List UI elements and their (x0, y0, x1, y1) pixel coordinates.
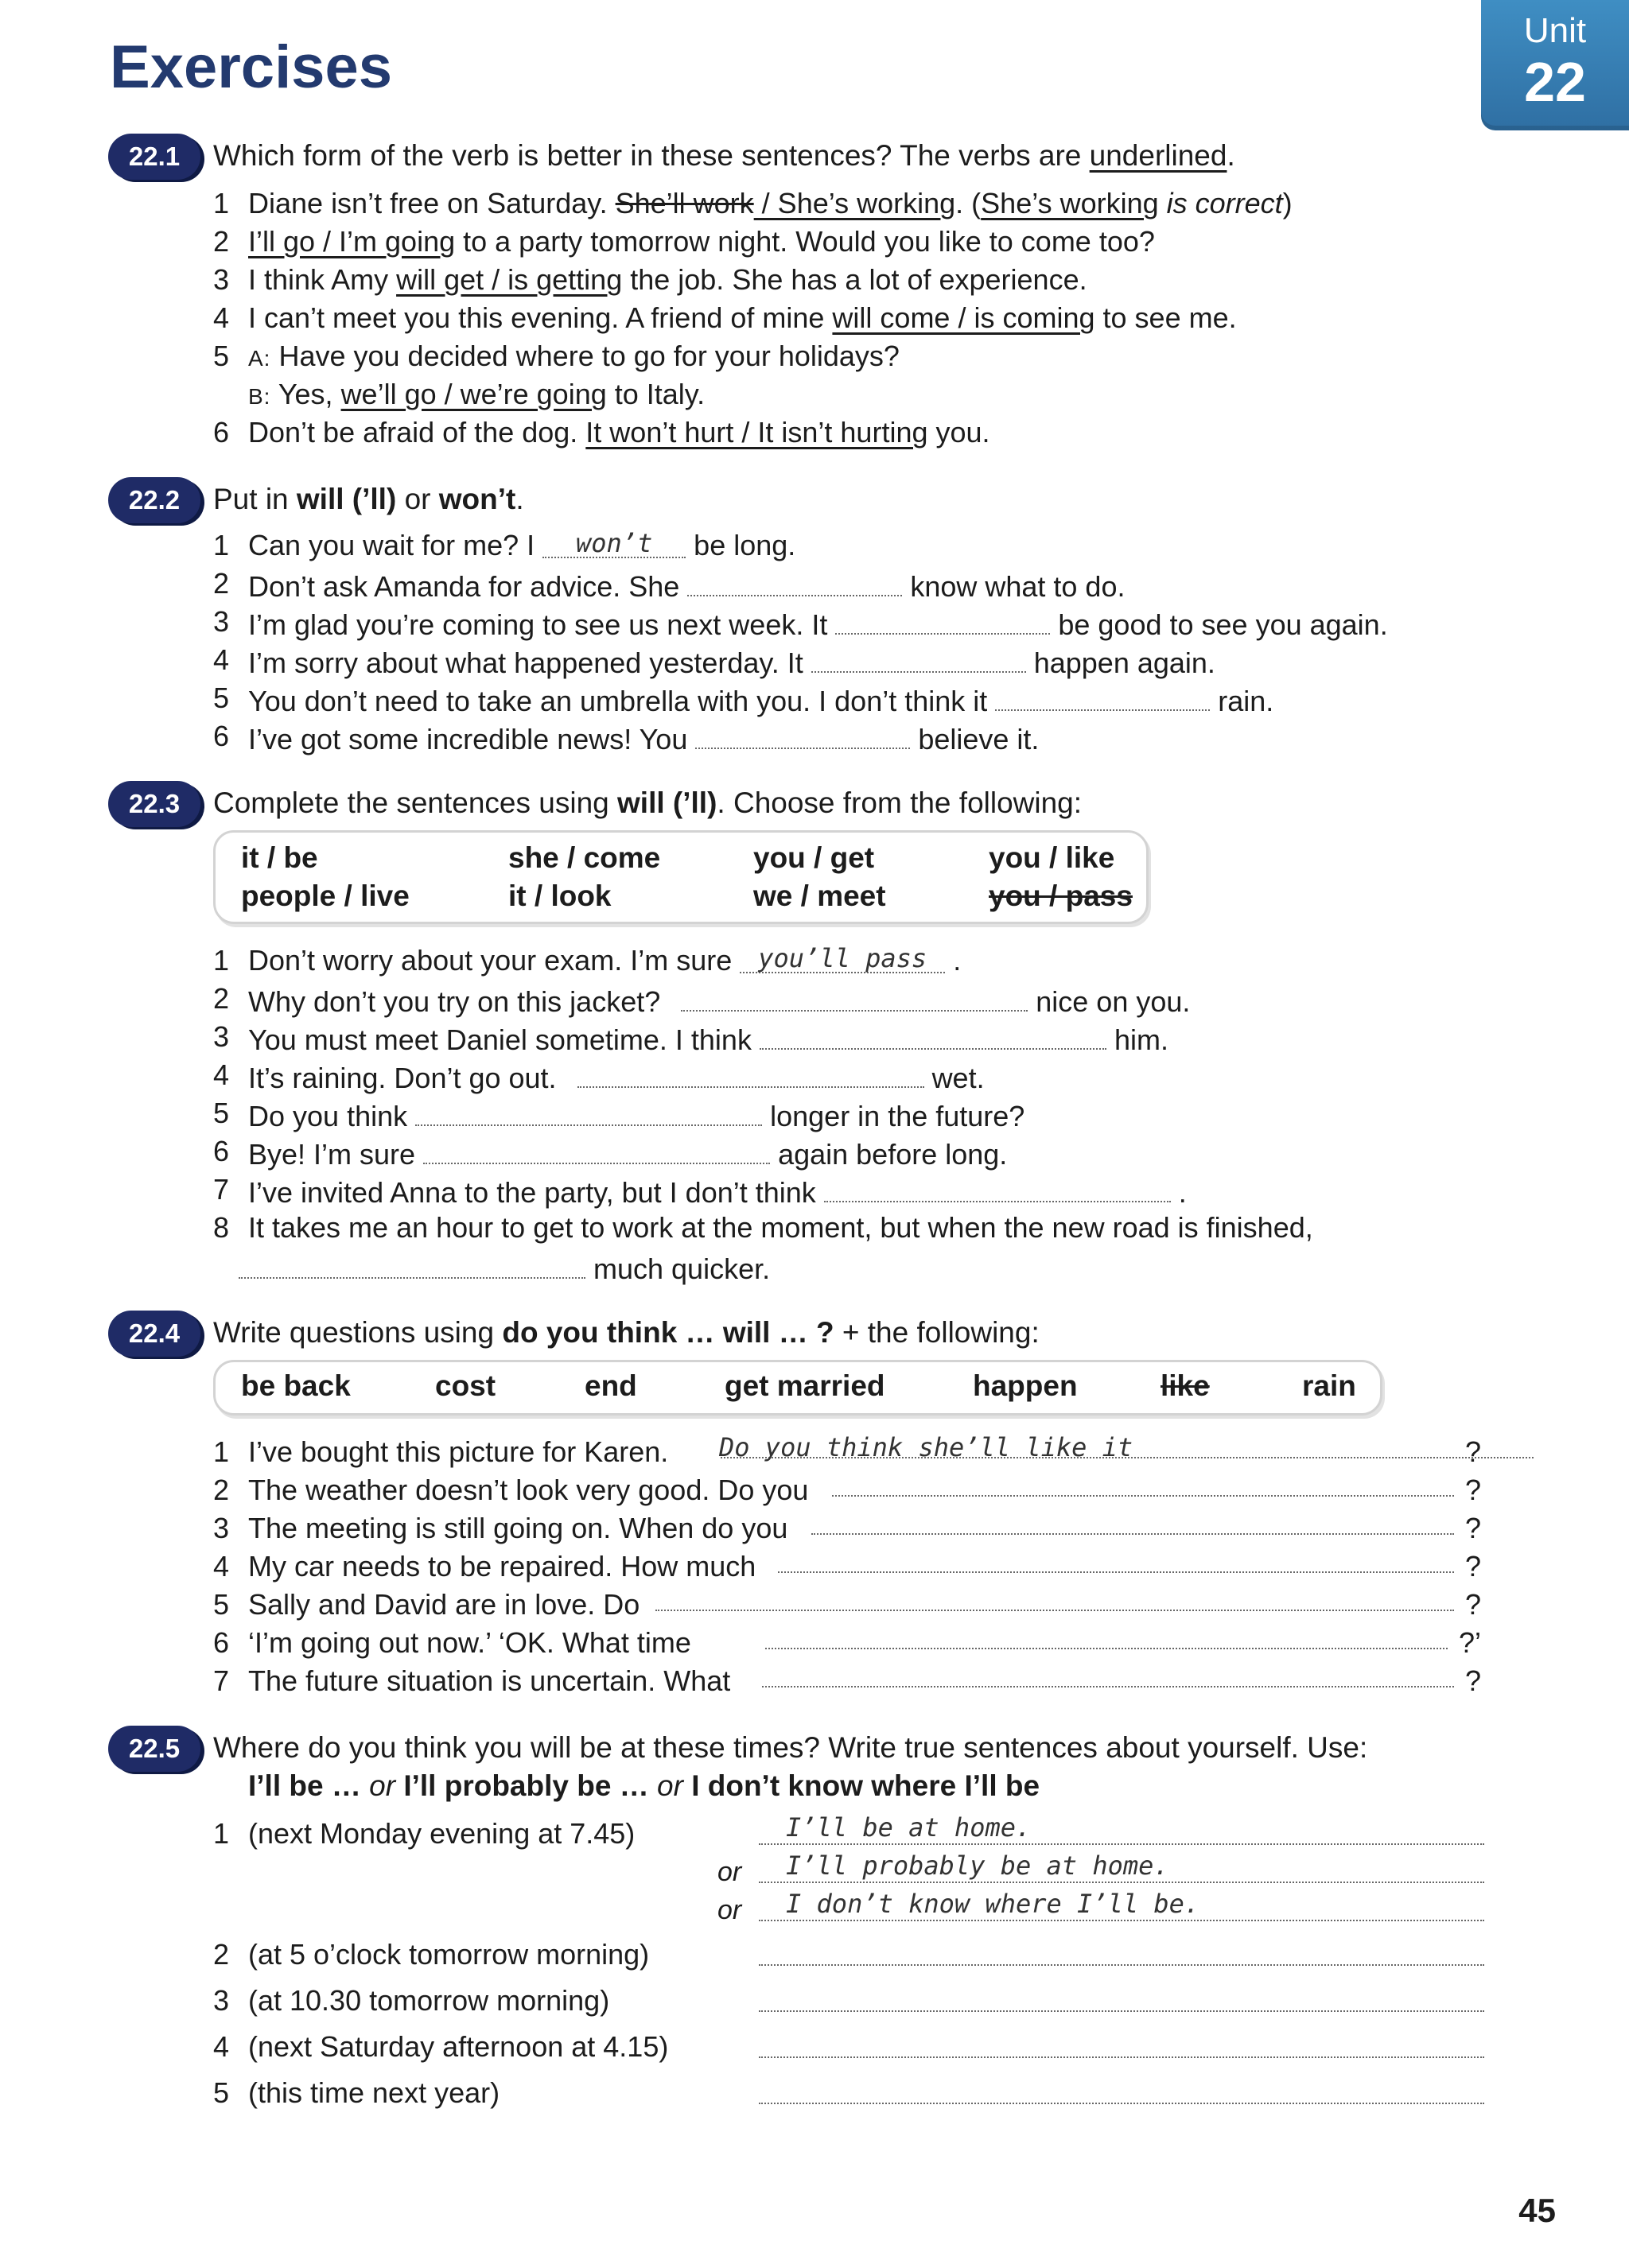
list-item: 1 I’ve bought this picture for Karen. Do you think she’ll like it ? (213, 1433, 1534, 1471)
answer-blank[interactable] (687, 565, 902, 596)
answer-blank[interactable] (765, 1648, 1448, 1649)
list-item: 1 Diane isn’t free on Saturday. She’ll work / She’s working. (She’s working is correct) (213, 187, 1293, 219)
answer-blank[interactable]: you’ll pass (740, 942, 945, 973)
list-item: 5 A: Have you decided where to go for your holidays? (213, 340, 900, 372)
list-item: 2 Why don’t you try on this jacket? nice on you. (213, 980, 1534, 1018)
list-item: 2 Don’t ask Amanda for advice. She know what to do. (213, 565, 1534, 603)
list-item: B: Yes, we’ll go / we’re going to Italy. (248, 378, 706, 410)
unit-label: Unit (1523, 11, 1587, 50)
list-item: 3 I’m glad you’re coming to see us next week. It be good to see you again. (213, 603, 1534, 641)
or-label: or (717, 1857, 742, 1887)
answer-blank[interactable] (762, 1686, 1454, 1687)
list-item: 2 The weather doesn’t look very good. Do you ? (213, 1474, 1482, 1506)
list-item: 5 You don’t need to take an umbrella with you. I don’t think it rain. (213, 679, 1534, 717)
word-box-item: you / like (989, 841, 1115, 874)
word-box-item: end (585, 1369, 637, 1402)
list-item: 1 Can you wait for me? I won’t be long. (213, 528, 796, 561)
list-item: 6 Bye! I’m sure again before long. (213, 1132, 1534, 1171)
list-item: 4 It’s raining. Don’t go out. wet. (213, 1056, 1534, 1094)
answer-blank[interactable] (239, 1247, 585, 1279)
answer-blank[interactable] (695, 717, 910, 749)
list-item: much quicker. (213, 1247, 1534, 1285)
list-item: 7 The future situation is uncertain. What ? (213, 1664, 1482, 1697)
answer-blank[interactable] (759, 1964, 1484, 1966)
list-item: 3 You must meet Daniel sometime. I think him. (213, 1018, 1534, 1056)
word-box-item: you / get (753, 841, 875, 874)
answer-blank[interactable] (811, 1533, 1454, 1535)
unit-number: 22 (1524, 51, 1586, 113)
answer-blank[interactable] (824, 1171, 1171, 1202)
word-box-item: it / look (508, 880, 612, 912)
exercise-badge: 22.4 (108, 1311, 200, 1357)
word-box-item: cost (435, 1369, 496, 1402)
exercise-instruction: Put in will (’ll) or won’t. (213, 483, 524, 515)
list-item: 2 I’ll go / I’m going to a party tomorrow night. Would you like to come too? (213, 225, 1155, 258)
answer-blank[interactable] (577, 1056, 924, 1088)
list-item: 1 Don’t worry about your exam. I’m sure you’ll pass . (213, 943, 962, 977)
answer-blank[interactable] (760, 1018, 1106, 1050)
handwritten-answer: I’ll be at home. (786, 1812, 1032, 1843)
list-item: 4 (next Saturday afternoon at 4.15) (213, 2030, 669, 2063)
list-item: 8 It takes me an hour to get to work at the moment, but when the new road is finished, (213, 1211, 1313, 1244)
answer-blank[interactable] (681, 980, 1028, 1012)
list-item: 3 The meeting is still going on. When do you ? (213, 1512, 1482, 1544)
list-item: 3 I think Amy will get / is getting the job. She has a lot of experience. (213, 263, 1087, 296)
exercise-instruction-options: I’ll be … or I’ll probably be … or I don’t know where I’ll be (248, 1769, 1040, 1802)
list-item: 6 ‘I’m going out now.’ ‘OK. What time ?’ (213, 1626, 1482, 1659)
exercise-badge: 22.5 (108, 1726, 200, 1772)
word-box-item-crossed: you / pass (989, 880, 1133, 912)
word-box-item: happen (973, 1369, 1078, 1402)
answer-blank[interactable] (832, 1495, 1454, 1497)
answer-blank[interactable] (835, 603, 1050, 635)
list-item: 7 I’ve invited Anna to the party, but I don’t think . (213, 1171, 1534, 1209)
answer-blank[interactable] (759, 2103, 1484, 2104)
word-box (213, 830, 1149, 924)
exercise-badge: 22.2 (108, 477, 200, 523)
word-box-item: it / be (241, 841, 318, 874)
list-item: 5 (this time next year) (213, 2076, 500, 2109)
exercise-badge: 22.3 (108, 781, 200, 827)
answer-blank[interactable] (811, 641, 1026, 673)
page-title: Exercises (110, 33, 392, 101)
word-box-item: people / live (241, 880, 410, 912)
exercise-instruction: Where do you think you will be at these times? Write true sentences about yourself. Use: (213, 1731, 1368, 1764)
exercise-instruction: Which form of the verb is better in these sentences? The verbs are underlined. (213, 139, 1235, 172)
answer-blank[interactable] (415, 1094, 762, 1126)
answer-blank[interactable] (778, 1571, 1454, 1573)
or-label: or (717, 1895, 742, 1925)
word-box-item: she / come (508, 841, 661, 874)
list-item: 5 Do you think longer in the future? (213, 1094, 1534, 1132)
exercise-instruction: Complete the sentences using will (’ll). Choose from the following: (213, 786, 1083, 819)
word-box (213, 1360, 1382, 1416)
handwritten-answer: I don’t know where I’ll be. (786, 1889, 1200, 1919)
word-box-item-crossed: like (1161, 1369, 1210, 1402)
list-item: 4 My car needs to be repaired. How much ? (213, 1550, 1482, 1583)
exercise-badge: 22.1 (108, 134, 200, 180)
answer-blank[interactable] (655, 1610, 1454, 1611)
exercise-instruction: Write questions using do you think … will … ? + the following: (213, 1316, 1040, 1349)
page-number: 45 (1518, 2192, 1556, 2229)
answer-blank[interactable]: won’t (542, 526, 686, 558)
list-item: 4 I can’t meet you this evening. A friend of mine will come / is coming to see me. (213, 301, 1237, 334)
answer-blank[interactable] (995, 679, 1210, 711)
list-item: 4 I’m sorry about what happened yesterday. It happen again. (213, 641, 1534, 679)
list-item: 1 (next Monday evening at 7.45) (213, 1817, 636, 1850)
word-box-item: we / meet (753, 880, 886, 912)
list-item: 5 Sally and David are in love. Do ? (213, 1588, 1482, 1621)
list-item: 6 Don’t be afraid of the dog. It won’t hurt / It isn’t hurting you. (213, 416, 990, 449)
answer-blank[interactable] (423, 1132, 770, 1164)
unit-tab (1481, 0, 1629, 130)
answer-blank[interactable] (759, 2010, 1484, 2012)
list-item: 6 I’ve got some incredible news! You believe it. (213, 717, 1534, 755)
answer-blank[interactable] (759, 2056, 1484, 2058)
word-box-item: be back (241, 1369, 351, 1402)
list-item: 2 (at 5 o’clock tomorrow morning) (213, 1938, 650, 1971)
word-box-item: rain (1302, 1369, 1356, 1402)
handwritten-answer: Do you think she’ll like it (719, 1432, 1133, 1462)
handwritten-answer: I’ll probably be at home. (786, 1851, 1169, 1881)
word-box-item: get married (725, 1369, 885, 1402)
list-item: 3 (at 10.30 tomorrow morning) (213, 1984, 610, 2017)
